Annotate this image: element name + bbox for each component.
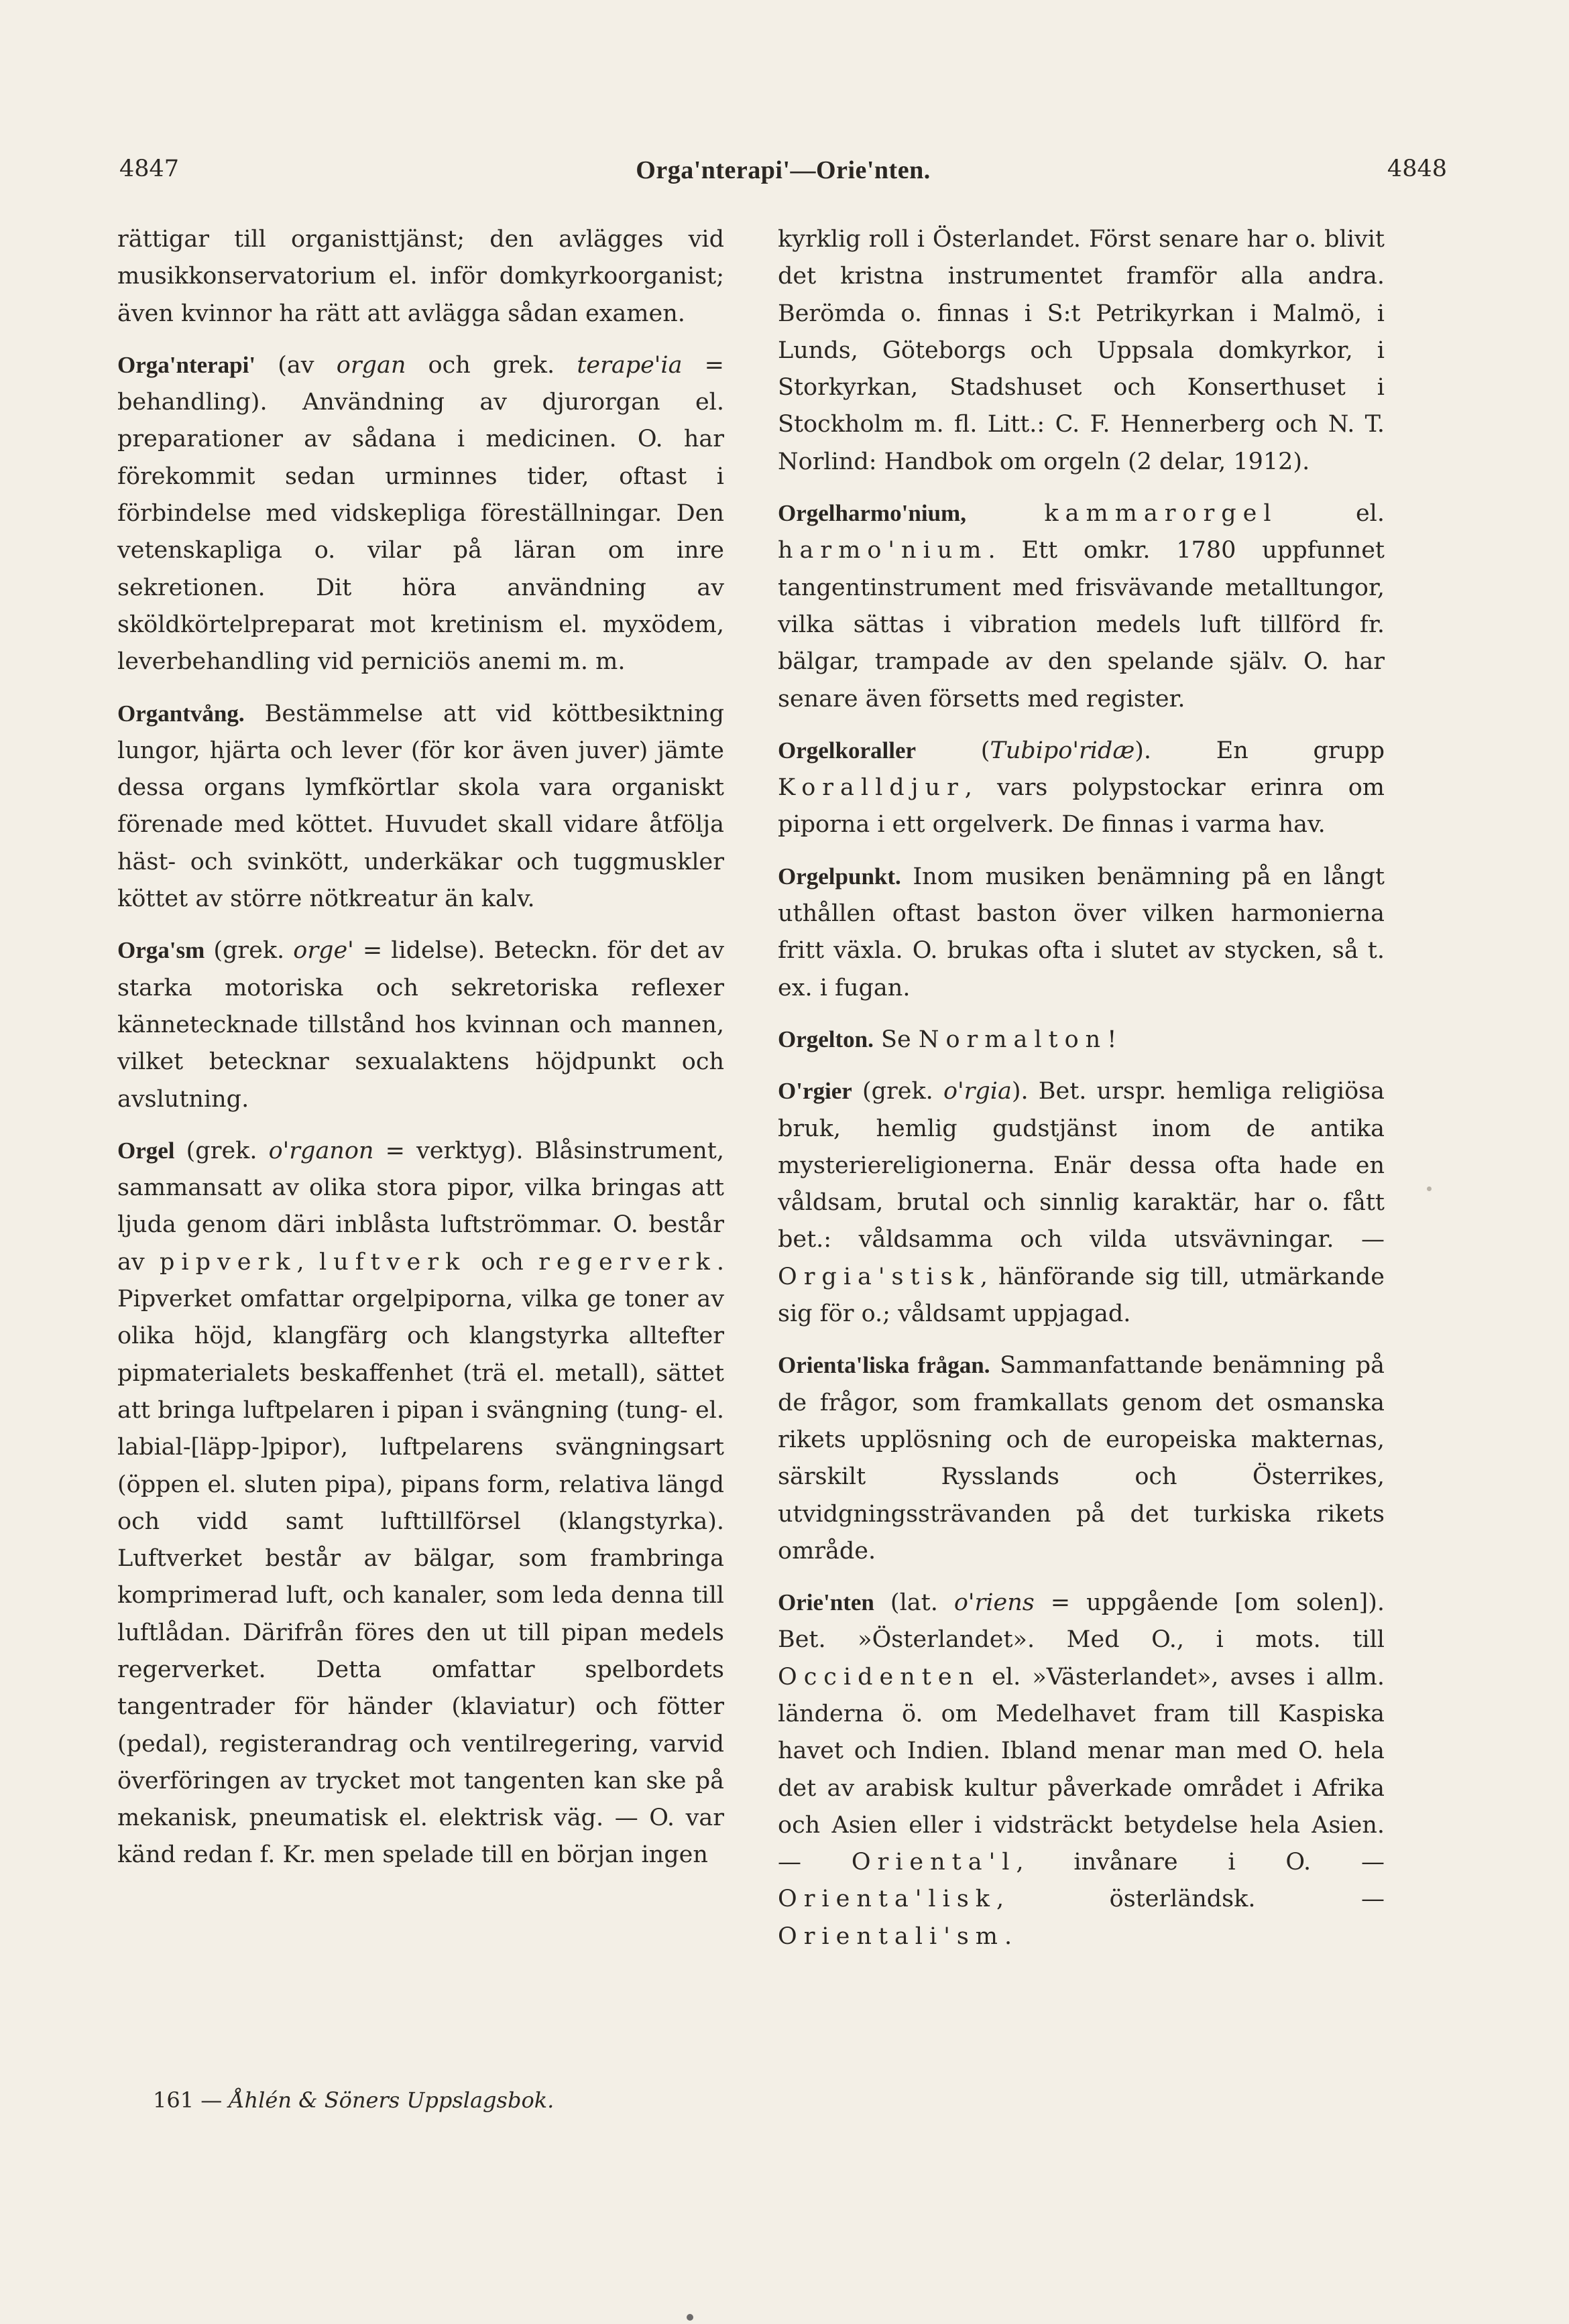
entry-organterapi: Orga'nterapi' (av organ och grek. terape'ia = behandling). Användning av djurorgan el. preparationer av sådana i medicinen. O. har förekommit sedan urminnes tider, oftast i förbindelse med vidskepliga föreställningar. Den vetenskapliga o. vilar på läran om inre sekretionen. Dit höra användning av sköldkörtelpreparat mot kretinism el. myxödem, leverbehandling vid perniciös anemi m. m. <box>117 351 725 676</box>
entry-headword: Orienta'liska frågan. <box>778 1352 990 1379</box>
entry-orgelharmonium: Orgelharmo'nium, kammarorgel el. harmo'nium. Ett omkr. 1780 uppfunnet tangentinstrument med frisvävande metalltungor, vilka sättas i vibration medels luft tillförd fr. bälgar, trampade av den spelande själv. O. har senare även försetts med register. <box>778 500 1385 713</box>
entry-orgelpunkt: Orgelpunkt. Inom musiken benämning på en långt uthållen oftast baston över vilken harmonierna fritt växla. O. brukas ofta i slutet av stycken, så t. ex. i fugan. <box>778 863 1385 1001</box>
entry-headword: Orgelharmo'nium, <box>778 500 966 527</box>
entry-headword: Orga'nterapi' <box>117 351 256 378</box>
running-title: Orga'nterapi'—Orie'nten. <box>636 156 931 184</box>
left-column <box>117 221 724 1888</box>
entry-orientaliska-fragan: Orienta'liska frågan. Sammanfattande benämning på de frågor, som framkallats genom det osmanska rikets upplösning och de europeiska makternas, särskilt Rysslands och Österrikes, utvidgningssträvanden på det turkiska rikets område. <box>778 1352 1385 1565</box>
left-page-number: 4847 <box>119 156 180 182</box>
page-header <box>119 156 1447 196</box>
entry-headword: Orga'sm <box>117 937 205 964</box>
right-column <box>778 221 1385 1969</box>
entry-headword: Orgelton. <box>778 1026 874 1052</box>
entry-orgelkoraller: Orgelkoraller (Tubipo'ridæ). En grupp Koralldjur, vars polypstockar erinra om piporna i ett orgelverk. De finnas i varma hav. <box>778 737 1385 839</box>
footer-dash: — <box>200 2087 223 2113</box>
entry-orienten: Orie'nten (lat. o'riens = uppgående [om solen]). Bet. »Österlandet». Med O., i mots. till Occidenten el. »Västerlandet», avses i allm. länderna ö. om Medelhavet fram till Kaspiska havet och Indien. Ibland menar man med O. hela det av arabisk kultur påverkade området i Afrika och Asien eller i vidsträckt betydelse hela Asien. — Orienta'l, invånare i O. — Orienta'lisk, österländsk. — Orientali'sm. <box>778 1589 1385 1950</box>
page-footer <box>153 2087 554 2113</box>
entry-orgier: O'rgier (grek. o'rgia). Bet. urspr. hemliga religiösa bruk, hemlig gudstjänst inom de antika mysteriereligionerna. Enär dessa ofta hade en våldsam, brutal och sinnlig karaktär, har o. fått bet.: våldsamma och vilda utsvävningar. — Orgia'stisk, hänförande sig till, utmärkande sig för o.; våldsamt uppjagad. <box>778 1078 1385 1328</box>
entry-headword: Orgel <box>117 1137 175 1164</box>
continued-text: rättigar till organisttjänst; den avlägges vid musikkonservatorium el. inför domkyrkoorganist; även kvinnor ha rätt att avlägga sådan examen. <box>117 226 724 327</box>
signature-number: 161 <box>153 2087 194 2113</box>
entry-orgel: Orgel (grek. o'rganon = verktyg). Blåsinstrument, sammansatt av olika stora pipor, vilka bringas att ljuda genom däri inblåsta luftströmmar. O. består av pipverk, luftverk och regerverk. Pipverket omfattar orgelpiporna, vilka ge toner av olika höjd, klangfärg och klangstyrka alltefter pipmaterialets beskaffenhet (trä el. metall), sättet att bringa luftpelaren i pipan i svängning (tung- el. labial-[läpp-]pipor), luftpelarens svängningsart (öppen el. sluten pipa), pipans form, relativa längd och vidd samt lufttillförsel (klangstyrka). Luftverket består av bälgar, som frambringa komprimerad luft, och kanaler, som leda denna till luftlådan. Därifrån föres den ut till pipan medels regerverket. Detta omfattar spelbordets tangentrader för händer (klaviatur) och fötter (pedal), registerandrag och ventilregering, varvid överföringen av trycket mot tangenten kan ske på mekanisk, pneumatisk el. elektrisk väg. — O. var känd redan f. Kr. men spelade till en början ingen <box>117 1137 725 1869</box>
entry-orgelton: Orgelton. Se Normalton! <box>778 1026 1117 1053</box>
entry-orgasm: Orga'sm (grek. orge' = lidelse). Beteckn. för det av starka motoriska och sekretoriska reflexer kännetecknade tillstånd hos kvinnan och mannen, vilket betecknar sexualaktens höjdpunkt och avslutning. <box>117 937 724 1113</box>
entry-headword: Orie'nten <box>778 1589 874 1616</box>
entry-headword: O'rgier <box>778 1078 852 1105</box>
entry-headword: Orgelkoraller <box>778 737 917 763</box>
entry-headword: Orgelpunkt. <box>778 863 901 890</box>
continued-text: kyrklig roll i Österlandet. Först senare har o. blivit det kristna instrumentet framför alla andra. Berömda o. finnas i S:t Petrikyrkan i Malmö, i Lunds, Göteborgs och Uppsala domkyrkor, i Storkyrkan, Stadshuset och Konserthuset i Stockholm m. fl. Litt.: C. F. Hennerberg och N. T. Norlind: Handbok om orgeln (2 delar, 1912). <box>778 226 1385 475</box>
margin-ink-speck <box>1427 1186 1432 1191</box>
entry-organtvang: Organtvång. Bestämmelse att vid köttbesiktning lungor, hjärta och lever (för kor även juver) jämte dessa organs lymfkörtlar skola vara organiskt förenade med köttet. Huvudet skall vidare åtfölja häst- och svinkött, underkäkar och tuggmuskler köttet av större nötkreatur än kalv. <box>117 700 724 913</box>
bottom-ink-speck <box>687 2314 693 2321</box>
entry-headword: Organtvång. <box>117 700 245 727</box>
publisher-line: Åhlén & Söners Uppslagsbok. <box>229 2087 555 2113</box>
right-page-number: 4848 <box>1387 156 1447 182</box>
